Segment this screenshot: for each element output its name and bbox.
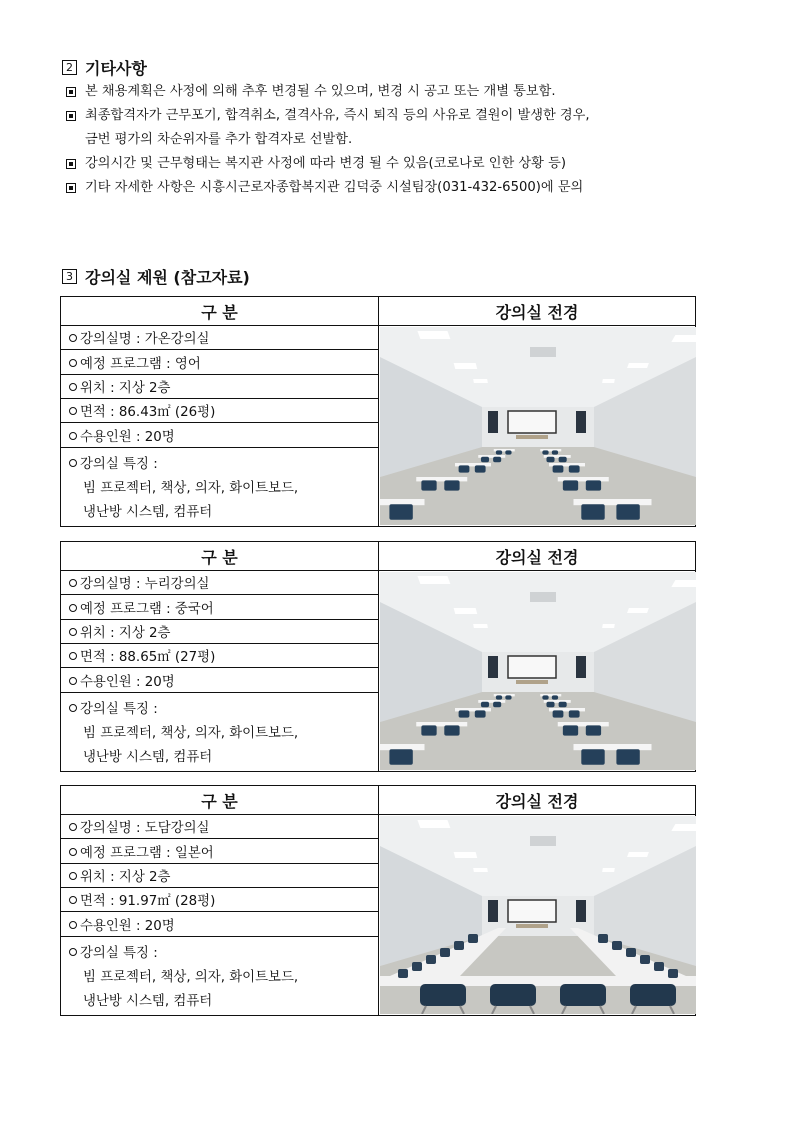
room-program: 예정 프로그램 : 일본어 — [61, 839, 379, 863]
room-program: 예정 프로그램 : 영어 — [61, 350, 379, 374]
section-number-box: 3 — [62, 269, 77, 284]
circle-bullet-icon — [69, 359, 77, 367]
square-bullet-icon — [66, 111, 76, 121]
room-capacity: 수용인원 : 20명 — [61, 668, 379, 692]
section-number-box: 2 — [62, 60, 77, 75]
square-bullet-icon — [66, 87, 76, 97]
classroom-table-1 — [60, 296, 696, 527]
circle-bullet-icon — [69, 677, 77, 685]
header-category: 구 분 — [61, 297, 379, 326]
circle-bullet-icon — [69, 383, 77, 391]
room-area: 면적 : 91.97㎡ (28평) — [61, 888, 379, 912]
circle-bullet-icon — [69, 334, 77, 342]
circle-bullet-icon — [69, 652, 77, 660]
room-area: 면적 : 88.65㎡ (27평) — [61, 644, 379, 668]
room-location: 위치 : 지상 2층 — [61, 374, 379, 398]
room-photo-cell — [379, 815, 696, 1016]
notice-item: 본 채용계획은 사정에 의해 추후 변경될 수 있으며, 변경 시 공고 또는 개별 통보함. — [66, 80, 590, 104]
circle-bullet-icon — [69, 896, 77, 904]
room-features: 강의실 특징 : 빔 프로젝터, 책상, 의자, 화이트보드, 냉난방 시스템, 컴퓨터 — [61, 692, 379, 771]
room-name: 강의실명 : 도담강의실 — [61, 815, 379, 839]
circle-bullet-icon — [69, 823, 77, 831]
section-2-title — [62, 56, 147, 79]
circle-bullet-icon — [69, 848, 77, 856]
room-photo-cell — [379, 571, 696, 772]
notice-list — [66, 80, 590, 200]
classroom-table-3 — [60, 785, 696, 1016]
classroom-photo — [380, 327, 696, 525]
room-capacity: 수용인원 : 20명 — [61, 912, 379, 936]
room-features: 강의실 특징 : 빔 프로젝터, 책상, 의자, 화이트보드, 냉난방 시스템, 컴퓨터 — [61, 936, 379, 1015]
room-capacity: 수용인원 : 20명 — [61, 423, 379, 447]
circle-bullet-icon — [69, 432, 77, 440]
header-photo: 강의실 전경 — [379, 542, 696, 571]
notice-item: 강의시간 및 근무형태는 복지관 사정에 따라 변경 될 수 있음(코로나로 인한 상황 등) — [66, 152, 590, 176]
header-photo: 강의실 전경 — [379, 297, 696, 326]
notice-item: 기타 자세한 사항은 시흥시근로자종합복지관 김덕중 시설팀장(031-432-6500)에 문의 — [66, 176, 590, 200]
room-area: 면적 : 86.43㎡ (26평) — [61, 399, 379, 423]
room-location: 위치 : 지상 2층 — [61, 619, 379, 643]
circle-bullet-icon — [69, 628, 77, 636]
room-photo-cell — [379, 326, 696, 527]
circle-bullet-icon — [69, 407, 77, 415]
room-features: 강의실 특징 : 빔 프로젝터, 책상, 의자, 화이트보드, 냉난방 시스템, 컴퓨터 — [61, 447, 379, 526]
room-name: 강의실명 : 가온강의실 — [61, 326, 379, 350]
section-title-text: 강의실 제원 (참고자료) — [85, 268, 250, 287]
circle-bullet-icon — [69, 604, 77, 612]
header-category: 구 분 — [61, 542, 379, 571]
room-location: 위치 : 지상 2층 — [61, 863, 379, 887]
header-category: 구 분 — [61, 786, 379, 815]
room-name: 강의실명 : 누리강의실 — [61, 571, 379, 595]
circle-bullet-icon — [69, 579, 77, 587]
classroom-photo — [380, 572, 696, 770]
circle-bullet-icon — [69, 921, 77, 929]
section-3-title — [62, 265, 250, 288]
circle-bullet-icon — [69, 948, 77, 956]
classroom-table-2 — [60, 541, 696, 772]
section-title-text: 기타사항 — [85, 59, 147, 78]
square-bullet-icon — [66, 183, 76, 193]
notice-item-continuation: 금번 평가의 차순위자를 추가 합격자로 선발함. — [85, 132, 353, 147]
classroom-photo — [380, 816, 696, 1014]
circle-bullet-icon — [69, 872, 77, 880]
circle-bullet-icon — [69, 704, 77, 712]
notice-item: 최종합격자가 근무포기, 합격취소, 결격사유, 즉시 퇴직 등의 사유로 결원이 발생한 경우, — [66, 104, 590, 128]
header-photo: 강의실 전경 — [379, 786, 696, 815]
circle-bullet-icon — [69, 459, 77, 467]
square-bullet-icon — [66, 159, 76, 169]
room-program: 예정 프로그램 : 중국어 — [61, 595, 379, 619]
